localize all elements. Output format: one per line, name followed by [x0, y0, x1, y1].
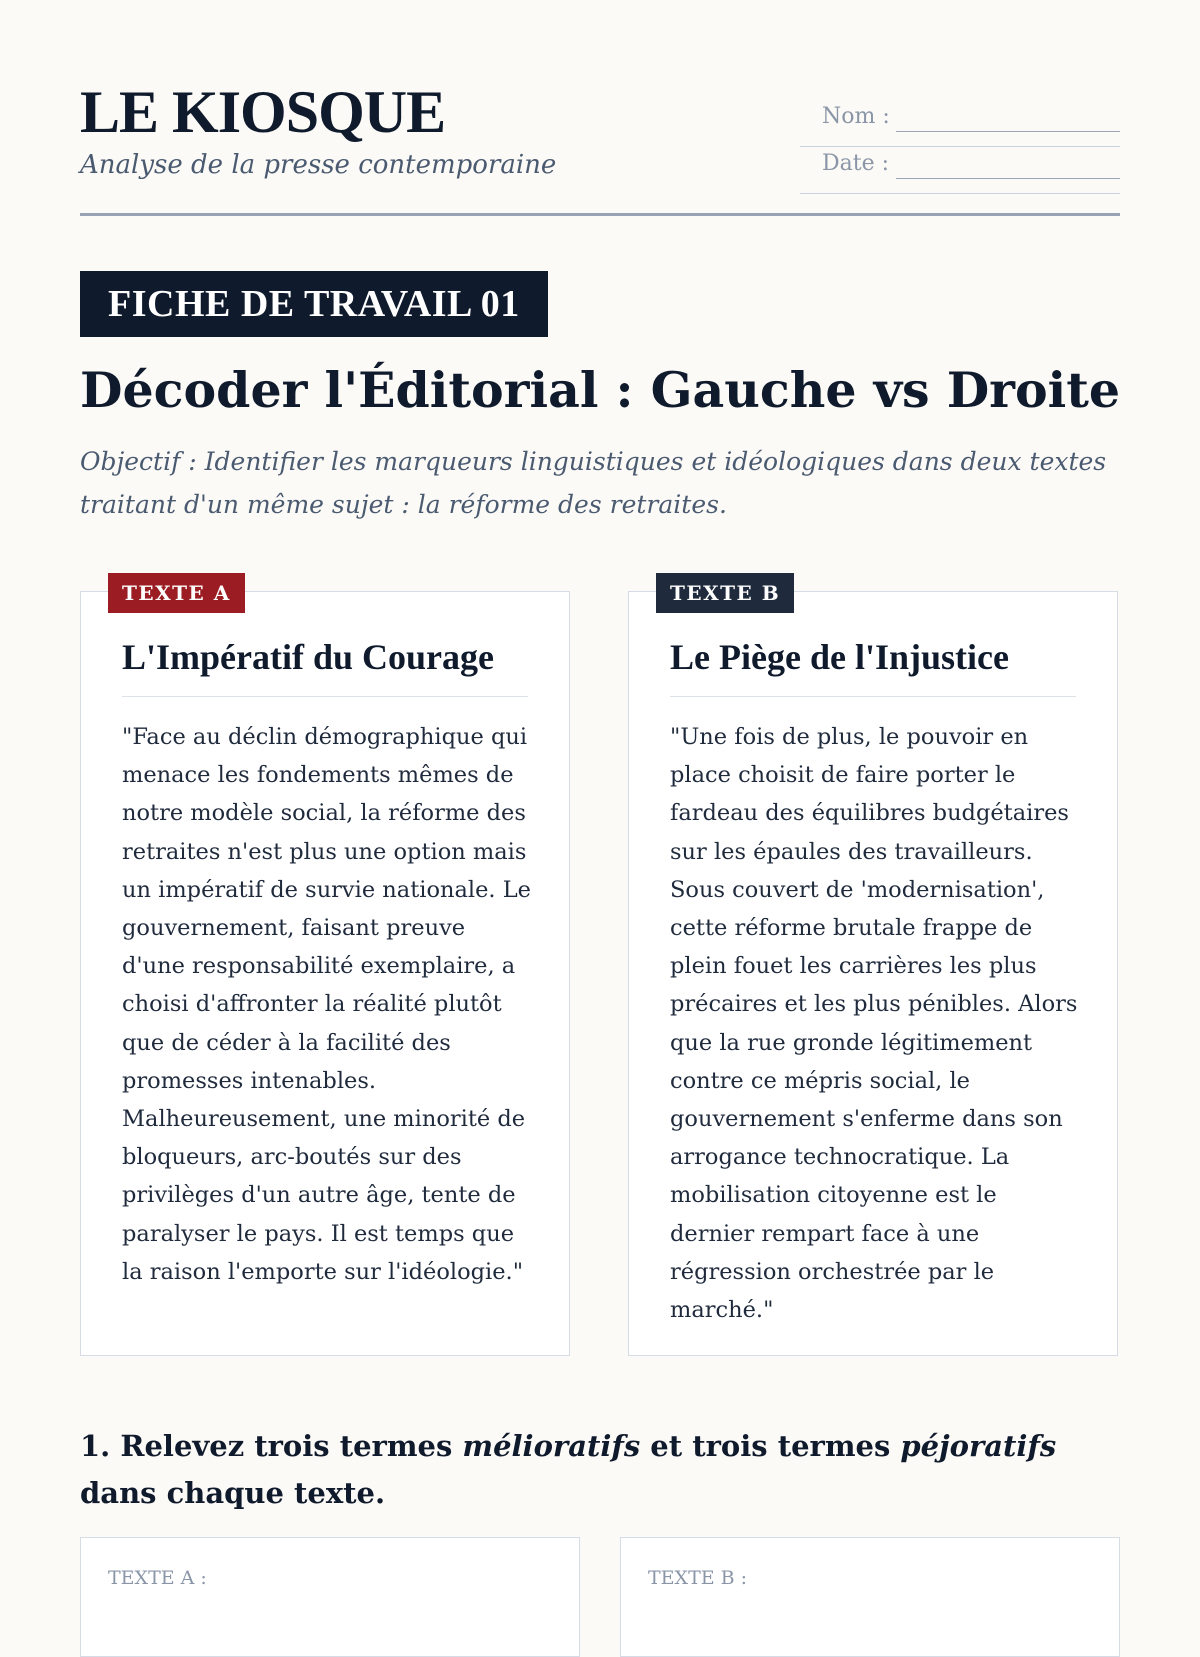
answer-box-b-label: TEXTE B :: [648, 1567, 748, 1589]
text-b-title: Le Piège de l'Injustice: [670, 638, 1076, 697]
text-b-badge: TEXTE B: [656, 573, 794, 613]
name-blank-line[interactable]: [896, 131, 1120, 132]
question-1: [80, 1423, 1120, 1517]
brand-title: LE KIOSQUE: [80, 79, 446, 145]
text-a-title: L'Impératif du Courage: [122, 638, 528, 697]
answer-box-text-b[interactable]: [620, 1537, 1120, 1657]
brand-tagline: Analyse de la presse contemporaine: [80, 150, 557, 180]
date-field[interactable]: [800, 147, 1120, 194]
header-divider: [80, 213, 1120, 216]
text-card-b: [628, 581, 1118, 1356]
worksheet-title: Décoder l'Éditorial : Gauche vs Droite: [80, 361, 1121, 419]
question-1-emphasis-2: péjoratifs: [900, 1429, 1057, 1463]
text-a-badge: TEXTE A: [108, 573, 245, 613]
question-1-emphasis-1: mélioratifs: [462, 1429, 641, 1463]
text-b-body: "Une fois de plus, le pouvoir en place choisit de faire porter le fardeau des équilibres budgétaires sur les épaules des travailleurs. Sous couvert de 'modernisation', cette réforme brutale frappe de plein fouet les carrières les plus précaires et les plus pénibles. Alors que la rue gronde légitimement contre ce mépris social, le gouvernement s'enferme dans son arrogance technocratique. La mobilisation citoyenne est le dernier rempart face à une régression orchestrée par le marché.": [670, 724, 1078, 1324]
question-1-part1: 1. Relevez trois termes: [80, 1429, 463, 1463]
worksheet-page: [80, 0, 1120, 1600]
masthead: [80, 79, 557, 180]
answer-box-a-label: TEXTE A :: [108, 1567, 207, 1589]
answer-box-text-a[interactable]: [80, 1537, 580, 1657]
name-label: Nom :: [822, 104, 890, 129]
question-1-part3: dans chaque texte.: [80, 1476, 386, 1510]
worksheet-objective: Objectif : Identifier les marqueurs linguistiques et idéologiques dans deux textes traitant d'un même sujet : la réforme des retraites.: [80, 447, 1107, 519]
text-a-body: "Face au déclin démographique qui menace les fondements mêmes de notre modèle social, la réforme des retraites n'est plus une option mais un impératif de survie nationale. Le gouvernement, faisant preuve d'une responsabilité exemplaire, a choisi d'affronter la réalité plutôt que de céder à la facilité des promesses intenables. Malheureusement, une minorité de bloqueurs, arc-boutés sur des privilèges d'un autre âge, tente de paralyser le pays. Il est temps que la raison l'emporte sur l'idéologie.": [122, 724, 531, 1285]
name-field[interactable]: [800, 100, 1120, 147]
worksheet-tag: FICHE DE TRAVAIL 01: [80, 271, 548, 337]
date-blank-line[interactable]: [896, 178, 1120, 179]
student-fields: [800, 100, 1120, 194]
text-card-a: [80, 581, 570, 1356]
date-label: Date :: [822, 151, 890, 176]
question-1-part2: et trois termes: [640, 1429, 901, 1463]
